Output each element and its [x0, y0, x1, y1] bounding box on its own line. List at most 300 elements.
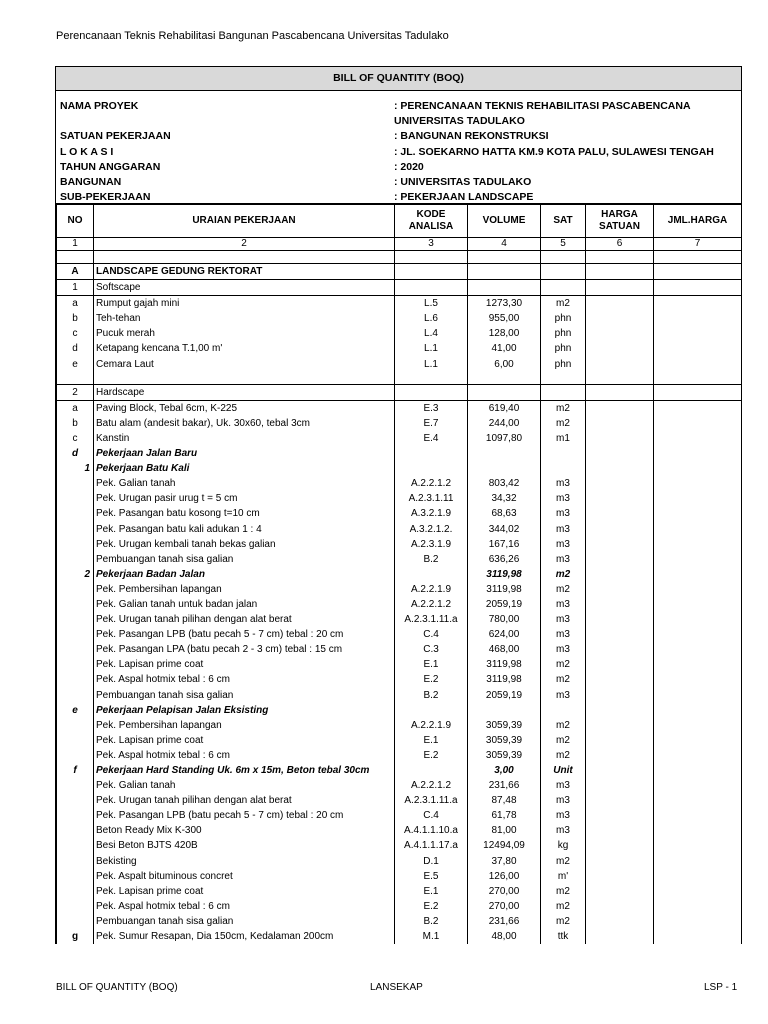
col-index: 2	[94, 238, 395, 251]
cell-harga-satuan	[586, 703, 654, 718]
cell-no	[57, 718, 94, 733]
cell-kode: A.4.1.1.17.a	[395, 838, 468, 853]
cell-sat	[541, 251, 586, 264]
table-row	[57, 491, 742, 506]
cell-jml-harga	[654, 869, 742, 884]
info-row	[60, 175, 737, 190]
cell-uraian: Teh-tehan	[94, 311, 395, 326]
cell-sat: m2	[541, 657, 586, 672]
cell-jml-harga	[654, 461, 742, 476]
info-value: : PEKERJAAN LANDSCAPE	[394, 191, 534, 204]
cell-volume: 955,00	[468, 311, 541, 326]
cell-sat: ttk	[541, 929, 586, 944]
col-header-no: NO	[57, 205, 94, 238]
cell-jml-harga	[654, 718, 742, 733]
cell-volume: 68,63	[468, 506, 541, 521]
table-row	[57, 657, 742, 672]
cell-sat: Unit	[541, 763, 586, 778]
col-index: 7	[654, 238, 742, 251]
cell-uraian: Pembuangan tanah sisa galian	[94, 552, 395, 567]
info-row	[60, 190, 737, 205]
table-row	[57, 793, 742, 808]
cell-jml-harga	[654, 341, 742, 356]
table-row	[57, 838, 742, 853]
cell-jml-harga	[654, 627, 742, 642]
cell-uraian: Cemara Laut	[94, 357, 395, 372]
cell-harga-satuan	[586, 763, 654, 778]
cell-harga-satuan	[586, 929, 654, 944]
cell-kode: L.4	[395, 326, 468, 341]
cell-harga-satuan	[586, 522, 654, 537]
cell-no: a	[57, 400, 94, 416]
cell-jml-harga	[654, 582, 742, 597]
cell-sat	[541, 703, 586, 718]
table-row	[57, 688, 742, 703]
cell-kode	[395, 264, 468, 280]
cell-no: 2	[57, 384, 94, 400]
boq-sheet	[55, 66, 742, 944]
document-running-header: Perencanaan Teknis Rehabilitasi Bangunan Pascabencana Universitas Tadulako	[56, 30, 449, 42]
cell-sat	[541, 264, 586, 280]
cell-volume: 270,00	[468, 884, 541, 899]
table-row	[57, 357, 742, 372]
cell-uraian: Pembuangan tanah sisa galian	[94, 914, 395, 929]
cell-jml-harga	[654, 326, 742, 341]
cell-sat: m2	[541, 296, 586, 312]
table-row	[57, 341, 742, 356]
table-row	[57, 733, 742, 748]
cell-no	[57, 808, 94, 823]
cell-jml-harga	[654, 703, 742, 718]
cell-volume: 1097,80	[468, 431, 541, 446]
info-value: : UNIVERSITAS TADULAKO	[394, 176, 532, 189]
cell-jml-harga	[654, 372, 742, 385]
cell-jml-harga	[654, 808, 742, 823]
cell-uraian: Ketapang kencana T.1,00 m'	[94, 341, 395, 356]
table-row	[57, 642, 742, 657]
table-row	[57, 431, 742, 446]
cell-no	[57, 688, 94, 703]
cell-sat: m3	[541, 627, 586, 642]
table-row	[57, 537, 742, 552]
cell-kode: E.2	[395, 672, 468, 687]
table-row	[57, 400, 742, 416]
cell-kode: C.4	[395, 808, 468, 823]
cell-sat	[541, 461, 586, 476]
cell-no	[57, 372, 94, 385]
cell-jml-harga	[654, 763, 742, 778]
cell-no	[57, 506, 94, 521]
cell-sat	[541, 280, 586, 296]
cell-no: a	[57, 296, 94, 312]
cell-harga-satuan	[586, 357, 654, 372]
cell-harga-satuan	[586, 838, 654, 853]
cell-uraian: Pek. Aspal hotmix tebal : 6 cm	[94, 672, 395, 687]
cell-sat: m3	[541, 642, 586, 657]
cell-volume: 344,02	[468, 522, 541, 537]
cell-harga-satuan	[586, 869, 654, 884]
table-row	[57, 884, 742, 899]
table-row	[57, 296, 742, 312]
cell-volume: 61,78	[468, 808, 541, 823]
cell-harga-satuan	[586, 657, 654, 672]
cell-kode: A.2.2.1.9	[395, 718, 468, 733]
cell-harga-satuan	[586, 567, 654, 582]
cell-uraian: Kanstin	[94, 431, 395, 446]
cell-no: 2	[57, 567, 94, 582]
info-label: SATUAN PEKERJAAN	[60, 130, 171, 143]
info-row	[60, 99, 737, 114]
cell-volume: 231,66	[468, 914, 541, 929]
cell-harga-satuan	[586, 296, 654, 312]
cell-jml-harga	[654, 552, 742, 567]
cell-no	[57, 914, 94, 929]
table-row	[57, 612, 742, 627]
cell-sat	[541, 372, 586, 385]
cell-harga-satuan	[586, 582, 654, 597]
cell-jml-harga	[654, 657, 742, 672]
cell-sat: m2	[541, 914, 586, 929]
col-header-jml: JML.HARGA	[654, 205, 742, 238]
cell-harga-satuan	[586, 642, 654, 657]
table-row	[57, 763, 742, 778]
cell-sat: m3	[541, 688, 586, 703]
cell-uraian: Pekerjaan Pelapisan Jalan Eksisting	[94, 703, 395, 718]
cell-sat: m'	[541, 869, 586, 884]
cell-no	[57, 838, 94, 853]
cell-kode: E.7	[395, 416, 468, 431]
cell-no	[57, 627, 94, 642]
table-row	[57, 854, 742, 869]
cell-uraian: Pekerjaan Hard Standing Uk. 6m x 15m, Beton tebal 30cm	[94, 763, 395, 778]
table-row	[57, 869, 742, 884]
col-header-kode: KODE ANALISA	[395, 205, 468, 238]
table-row	[57, 476, 742, 491]
cell-uraian: Pek. Pasangan LPB (batu pecah 5 - 7 cm) tebal : 20 cm	[94, 627, 395, 642]
cell-no	[57, 899, 94, 914]
cell-jml-harga	[654, 778, 742, 793]
cell-kode: A.2.2.1.2	[395, 778, 468, 793]
cell-sat	[541, 446, 586, 461]
info-value: : PERENCANAAN TEKNIS REHABILITASI PASCABENCANA	[394, 100, 691, 112]
cell-kode: C.3	[395, 642, 468, 657]
cell-kode: E.5	[395, 869, 468, 884]
cell-uraian: Hardscape	[94, 384, 395, 400]
col-index: 4	[468, 238, 541, 251]
cell-kode: B.2	[395, 688, 468, 703]
table-row	[57, 384, 742, 400]
table-row	[57, 251, 742, 264]
cell-uraian: Pek. Lapisan prime coat	[94, 733, 395, 748]
table-row	[57, 506, 742, 521]
cell-uraian: Bekisting	[94, 854, 395, 869]
cell-jml-harga	[654, 793, 742, 808]
cell-harga-satuan	[586, 718, 654, 733]
col-index: 3	[395, 238, 468, 251]
cell-sat: kg	[541, 838, 586, 853]
cell-sat: m2	[541, 718, 586, 733]
table-row	[57, 929, 742, 944]
cell-no: c	[57, 326, 94, 341]
cell-sat: m3	[541, 612, 586, 627]
cell-volume	[468, 461, 541, 476]
info-value: : JL. SOEKARNO HATTA KM.9 KOTA PALU, SULAWESI TENGAH	[394, 145, 714, 158]
cell-kode	[395, 372, 468, 385]
table-row	[57, 416, 742, 431]
cell-volume: 3059,39	[468, 748, 541, 763]
cell-jml-harga	[654, 899, 742, 914]
cell-volume: 34,32	[468, 491, 541, 506]
table-row	[57, 597, 742, 612]
cell-sat: m3	[541, 491, 586, 506]
cell-jml-harga	[654, 416, 742, 431]
cell-volume: 3119,98	[468, 657, 541, 672]
cell-volume: 780,00	[468, 612, 541, 627]
cell-uraian: Pek. Pembersihan lapangan	[94, 718, 395, 733]
cell-harga-satuan	[586, 854, 654, 869]
cell-no	[57, 597, 94, 612]
table-row	[57, 326, 742, 341]
cell-no	[57, 522, 94, 537]
cell-volume: 48,00	[468, 929, 541, 944]
cell-uraian: Pek. Aspal hotmix tebal : 6 cm	[94, 748, 395, 763]
info-label: TAHUN ANGGARAN	[60, 160, 161, 173]
cell-jml-harga	[654, 612, 742, 627]
table-row	[57, 627, 742, 642]
cell-kode	[395, 567, 468, 582]
cell-jml-harga	[654, 311, 742, 326]
cell-uraian: Pek. Pasangan batu kosong t=10 cm	[94, 506, 395, 521]
cell-sat	[541, 384, 586, 400]
cell-uraian: Pek. Urugan pasir urug t = 5 cm	[94, 491, 395, 506]
cell-volume: 126,00	[468, 869, 541, 884]
cell-harga-satuan	[586, 597, 654, 612]
footer-page-number: LSP - 1	[704, 982, 738, 993]
cell-uraian: Pek. Aspalt bituminous concret	[94, 869, 395, 884]
cell-volume: 3,00	[468, 763, 541, 778]
col-header-harga: HARGA SATUAN	[586, 205, 654, 238]
cell-uraian: Pekerjaan Jalan Baru	[94, 446, 395, 461]
cell-uraian: Paving Block, Tebal 6cm, K-225	[94, 400, 395, 416]
cell-volume: 2059,19	[468, 688, 541, 703]
cell-no	[57, 748, 94, 763]
cell-jml-harga	[654, 884, 742, 899]
cell-uraian: Pek. Galian tanah	[94, 476, 395, 491]
boq-table	[56, 204, 742, 944]
cell-jml-harga	[654, 384, 742, 400]
table-row	[57, 582, 742, 597]
cell-kode: M.1	[395, 929, 468, 944]
cell-uraian: Rumput gajah mini	[94, 296, 395, 312]
cell-harga-satuan	[586, 341, 654, 356]
cell-volume: 1273,30	[468, 296, 541, 312]
cell-volume: 3059,39	[468, 718, 541, 733]
cell-harga-satuan	[586, 688, 654, 703]
cell-jml-harga	[654, 672, 742, 687]
cell-no	[57, 733, 94, 748]
col-index: 1	[57, 238, 94, 251]
cell-no	[57, 537, 94, 552]
cell-no	[57, 854, 94, 869]
cell-uraian: Pek. Urugan kembali tanah bekas galian	[94, 537, 395, 552]
cell-uraian: Pek. Aspal hotmix tebal : 6 cm	[94, 899, 395, 914]
cell-jml-harga	[654, 506, 742, 521]
cell-sat: m3	[541, 476, 586, 491]
cell-harga-satuan	[586, 914, 654, 929]
cell-jml-harga	[654, 748, 742, 763]
cell-kode: L.5	[395, 296, 468, 312]
cell-sat: m2	[541, 416, 586, 431]
cell-kode: A.2.3.1.9	[395, 537, 468, 552]
cell-no	[57, 823, 94, 838]
cell-no: b	[57, 311, 94, 326]
cell-sat: m3	[541, 552, 586, 567]
cell-harga-satuan	[586, 552, 654, 567]
cell-no: c	[57, 431, 94, 446]
cell-harga-satuan	[586, 400, 654, 416]
cell-kode: C.4	[395, 627, 468, 642]
cell-no: d	[57, 341, 94, 356]
cell-kode: A.2.2.1.2	[395, 476, 468, 491]
cell-no: 1	[57, 461, 94, 476]
cell-kode: E.1	[395, 657, 468, 672]
cell-sat: m2	[541, 567, 586, 582]
cell-jml-harga	[654, 597, 742, 612]
cell-kode: A.2.3.1.11.a	[395, 793, 468, 808]
col-header-uraian: URAIAN PEKERJAAN	[94, 205, 395, 238]
cell-kode: B.2	[395, 552, 468, 567]
cell-harga-satuan	[586, 251, 654, 264]
cell-harga-satuan	[586, 748, 654, 763]
cell-sat: m3	[541, 597, 586, 612]
cell-harga-satuan	[586, 446, 654, 461]
cell-sat: phn	[541, 326, 586, 341]
cell-sat: m3	[541, 506, 586, 521]
cell-no: d	[57, 446, 94, 461]
cell-no	[57, 793, 94, 808]
cell-volume: 81,00	[468, 823, 541, 838]
cell-sat: m3	[541, 793, 586, 808]
cell-no: e	[57, 357, 94, 372]
boq-title: BILL OF QUANTITY (BOQ)	[56, 67, 741, 91]
cell-uraian: Pek. Pembersihan lapangan	[94, 582, 395, 597]
cell-jml-harga	[654, 688, 742, 703]
cell-uraian: Pek. Galian tanah untuk badan jalan	[94, 597, 395, 612]
info-row	[60, 114, 737, 129]
cell-jml-harga	[654, 446, 742, 461]
table-row	[57, 914, 742, 929]
table-header-row	[57, 205, 742, 238]
cell-volume: 128,00	[468, 326, 541, 341]
cell-volume	[468, 264, 541, 280]
cell-harga-satuan	[586, 884, 654, 899]
cell-volume: 6,00	[468, 357, 541, 372]
cell-kode: L.1	[395, 341, 468, 356]
cell-uraian: Beton Ready Mix K-300	[94, 823, 395, 838]
cell-volume: 624,00	[468, 627, 541, 642]
cell-harga-satuan	[586, 461, 654, 476]
cell-uraian: Pembuangan tanah sisa galian	[94, 688, 395, 703]
table-row	[57, 567, 742, 582]
cell-kode	[395, 280, 468, 296]
table-row	[57, 718, 742, 733]
cell-jml-harga	[654, 537, 742, 552]
cell-jml-harga	[654, 854, 742, 869]
cell-kode: L.6	[395, 311, 468, 326]
cell-kode	[395, 461, 468, 476]
table-row	[57, 461, 742, 476]
cell-harga-satuan	[586, 311, 654, 326]
cell-volume: 244,00	[468, 416, 541, 431]
info-label: BANGUNAN	[60, 176, 122, 189]
cell-volume: 87,48	[468, 793, 541, 808]
cell-jml-harga	[654, 642, 742, 657]
cell-no	[57, 884, 94, 899]
cell-uraian: Pek. Sumur Resapan, Dia 150cm, Kedalaman 200cm	[94, 929, 395, 944]
cell-jml-harga	[654, 264, 742, 280]
cell-no	[57, 552, 94, 567]
cell-sat: m2	[541, 582, 586, 597]
cell-sat: m3	[541, 808, 586, 823]
cell-uraian: Batu alam (andesit bakar), Uk. 30x60, tebal 3cm	[94, 416, 395, 431]
info-label	[60, 114, 394, 129]
cell-harga-satuan	[586, 264, 654, 280]
cell-no: e	[57, 703, 94, 718]
cell-harga-satuan	[586, 778, 654, 793]
cell-no	[57, 582, 94, 597]
cell-uraian: Pek. Pasangan LPA (batu pecah 2 - 3 cm) tebal : 15 cm	[94, 642, 395, 657]
table-row	[57, 522, 742, 537]
cell-kode	[395, 384, 468, 400]
cell-harga-satuan	[586, 823, 654, 838]
cell-uraian: Pek. Urugan tanah pilihan dengan alat berat	[94, 612, 395, 627]
cell-volume: 37,80	[468, 854, 541, 869]
col-header-sat: SAT	[541, 205, 586, 238]
info-row	[60, 160, 737, 175]
cell-harga-satuan	[586, 899, 654, 914]
cell-no	[57, 491, 94, 506]
cell-sat: m3	[541, 522, 586, 537]
cell-kode: A.3.2.1.9	[395, 506, 468, 521]
cell-volume	[468, 446, 541, 461]
cell-uraian: Pek. Lapisan prime coat	[94, 884, 395, 899]
cell-kode: E.3	[395, 400, 468, 416]
footer-left: BILL OF QUANTITY (BOQ)	[56, 982, 178, 993]
cell-kode: E.1	[395, 733, 468, 748]
cell-kode: A.4.1.1.10.a	[395, 823, 468, 838]
table-row	[57, 899, 742, 914]
table-row	[57, 778, 742, 793]
project-info	[56, 91, 741, 204]
cell-kode: A.2.3.1.11.a	[395, 612, 468, 627]
cell-uraian: Pek. Pasangan batu kali adukan 1 : 4	[94, 522, 395, 537]
cell-volume: 231,66	[468, 778, 541, 793]
cell-uraian: Pekerjaan Batu Kali	[94, 461, 395, 476]
cell-kode: E.2	[395, 748, 468, 763]
table-row	[57, 672, 742, 687]
table-row	[57, 446, 742, 461]
cell-jml-harga	[654, 823, 742, 838]
cell-volume: 12494,09	[468, 838, 541, 853]
cell-volume	[468, 703, 541, 718]
cell-volume: 636,26	[468, 552, 541, 567]
cell-no	[57, 672, 94, 687]
cell-sat: phn	[541, 357, 586, 372]
cell-jml-harga	[654, 522, 742, 537]
cell-volume	[468, 372, 541, 385]
cell-no	[57, 251, 94, 264]
cell-uraian: Pek. Urugan tanah pilihan dengan alat berat	[94, 793, 395, 808]
